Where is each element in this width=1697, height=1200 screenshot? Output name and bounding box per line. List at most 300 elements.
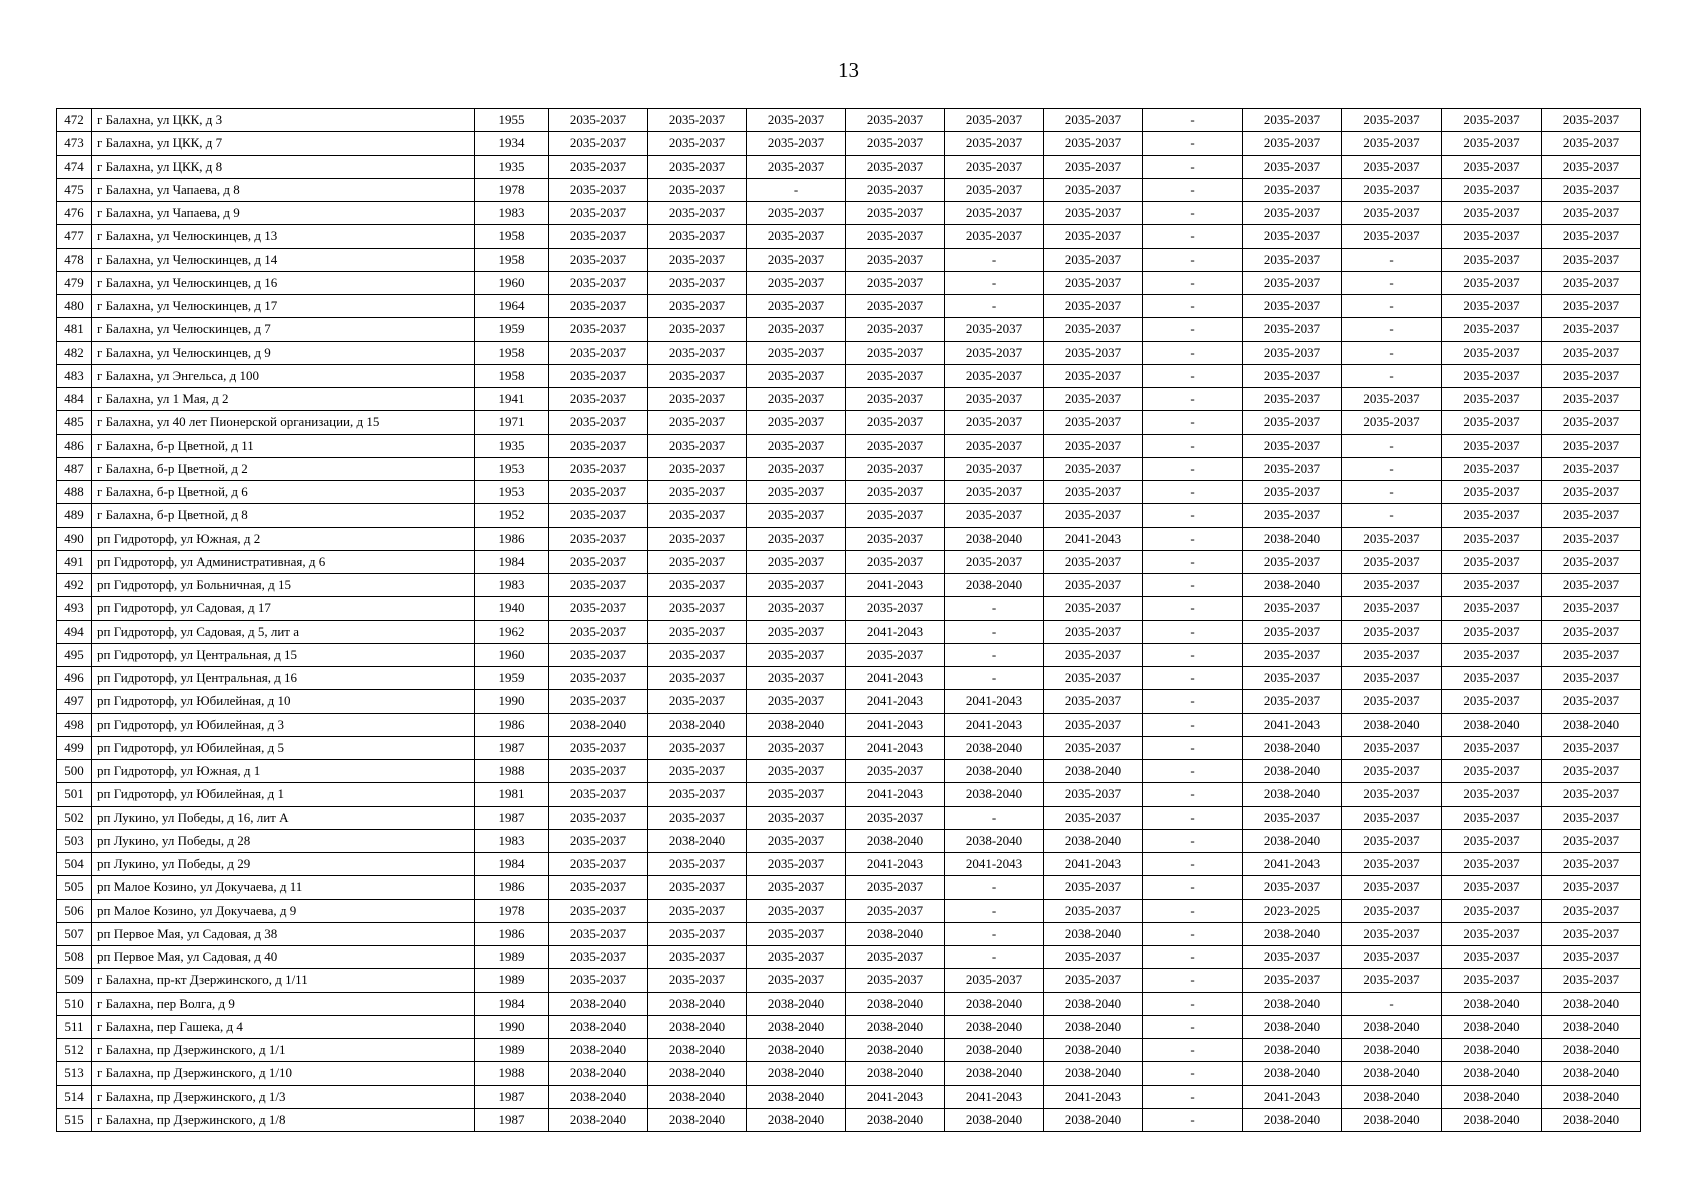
work-1-cell: 2035-2037 [549,899,648,922]
work-7-cell: - [1143,411,1243,434]
work-8-cell: 2035-2037 [1243,969,1342,992]
work-11-cell: 2035-2037 [1542,946,1641,969]
work-5-cell: 2041-2043 [945,690,1044,713]
table-row [57,853,1641,876]
work-9-cell: 2035-2037 [1342,109,1442,132]
work-3-cell: 2035-2037 [747,736,846,759]
work-10-cell: 2038-2040 [1442,1085,1542,1108]
address-cell: рп Гидроторф, ул Юбилейная, д 5 [92,736,475,759]
table-row [57,341,1641,364]
work-2-cell: 2035-2037 [648,295,747,318]
work-7-cell: - [1143,457,1243,480]
work-6-cell: 2035-2037 [1044,341,1143,364]
work-11-cell: 2035-2037 [1542,225,1641,248]
year-cell: 1986 [475,922,549,945]
table-row [57,829,1641,852]
work-4-cell: 2035-2037 [846,899,945,922]
table-row [57,992,1641,1015]
work-8-cell: 2038-2040 [1243,1015,1342,1038]
work-9-cell: 2035-2037 [1342,876,1442,899]
work-11-cell: 2035-2037 [1542,667,1641,690]
work-11-cell: 2035-2037 [1542,829,1641,852]
work-10-cell: 2035-2037 [1442,434,1542,457]
work-10-cell: 2035-2037 [1442,178,1542,201]
work-2-cell: 2035-2037 [648,597,747,620]
work-3-cell: 2035-2037 [747,527,846,550]
work-3-cell: 2038-2040 [747,1062,846,1085]
work-6-cell: 2035-2037 [1044,736,1143,759]
address-cell: г Балахна, ул ЦКК, д 3 [92,109,475,132]
work-2-cell: 2035-2037 [648,643,747,666]
table-row [57,667,1641,690]
work-1-cell: 2035-2037 [549,527,648,550]
work-11-cell: 2035-2037 [1542,922,1641,945]
work-8-cell: 2035-2037 [1243,504,1342,527]
work-9-cell: 2035-2037 [1342,783,1442,806]
work-6-cell: 2038-2040 [1044,922,1143,945]
work-1-cell: 2035-2037 [549,271,648,294]
work-9-cell: 2035-2037 [1342,597,1442,620]
year-cell: 1958 [475,341,549,364]
work-11-cell: 2035-2037 [1542,876,1641,899]
table-row [57,1015,1641,1038]
work-5-cell: 2038-2040 [945,1108,1044,1131]
year-cell: 1983 [475,202,549,225]
work-2-cell: 2035-2037 [648,899,747,922]
work-4-cell: 2035-2037 [846,760,945,783]
work-3-cell: 2035-2037 [747,457,846,480]
work-5-cell: 2035-2037 [945,132,1044,155]
work-5-cell: - [945,271,1044,294]
work-3-cell: - [747,178,846,201]
row-number-cell: 512 [57,1039,92,1062]
address-cell: г Балахна, ул ЦКК, д 8 [92,155,475,178]
work-2-cell: 2035-2037 [648,806,747,829]
row-number-cell: 481 [57,318,92,341]
work-4-cell: 2038-2040 [846,922,945,945]
work-9-cell: 2038-2040 [1342,1108,1442,1131]
work-8-cell: 2035-2037 [1243,318,1342,341]
work-10-cell: 2035-2037 [1442,829,1542,852]
work-2-cell: 2035-2037 [648,876,747,899]
work-2-cell: 2035-2037 [648,481,747,504]
work-6-cell: 2035-2037 [1044,620,1143,643]
work-11-cell: 2035-2037 [1542,760,1641,783]
work-7-cell: - [1143,620,1243,643]
address-cell: г Балахна, ул ЦКК, д 7 [92,132,475,155]
table-row [57,155,1641,178]
work-8-cell: 2041-2043 [1243,713,1342,736]
work-1-cell: 2038-2040 [549,1015,648,1038]
row-number-cell: 505 [57,876,92,899]
work-6-cell: 2035-2037 [1044,969,1143,992]
table-row [57,1062,1641,1085]
work-9-cell: 2035-2037 [1342,132,1442,155]
work-10-cell: 2035-2037 [1442,457,1542,480]
work-2-cell: 2035-2037 [648,434,747,457]
work-9-cell: 2035-2037 [1342,969,1442,992]
row-number-cell: 511 [57,1015,92,1038]
work-10-cell: 2035-2037 [1442,295,1542,318]
work-1-cell: 2035-2037 [549,922,648,945]
table-row [57,783,1641,806]
work-4-cell: 2035-2037 [846,504,945,527]
work-7-cell: - [1143,388,1243,411]
work-11-cell: 2035-2037 [1542,969,1641,992]
work-6-cell: 2035-2037 [1044,876,1143,899]
table-row [57,132,1641,155]
table-row [57,504,1641,527]
work-6-cell: 2038-2040 [1044,760,1143,783]
work-3-cell: 2035-2037 [747,760,846,783]
year-cell: 1964 [475,295,549,318]
work-2-cell: 2035-2037 [648,388,747,411]
work-7-cell: - [1143,1015,1243,1038]
address-cell: г Балахна, ул 40 лет Пионерской организации, д 15 [92,411,475,434]
work-9-cell: - [1342,295,1442,318]
year-cell: 1960 [475,271,549,294]
work-1-cell: 2035-2037 [549,597,648,620]
work-9-cell: 2035-2037 [1342,853,1442,876]
work-6-cell: 2035-2037 [1044,178,1143,201]
work-3-cell: 2035-2037 [747,643,846,666]
work-8-cell: 2038-2040 [1243,760,1342,783]
row-number-cell: 509 [57,969,92,992]
work-6-cell: 2038-2040 [1044,1015,1143,1038]
address-cell: г Балахна, ул Челюскинцев, д 9 [92,341,475,364]
work-8-cell: 2041-2043 [1243,1085,1342,1108]
row-number-cell: 472 [57,109,92,132]
work-11-cell: 2035-2037 [1542,271,1641,294]
work-4-cell: 2035-2037 [846,388,945,411]
table-row [57,946,1641,969]
work-2-cell: 2035-2037 [648,527,747,550]
work-6-cell: 2035-2037 [1044,806,1143,829]
work-2-cell: 2035-2037 [648,109,747,132]
address-cell: рп Малое Козино, ул Докучаева, д 9 [92,899,475,922]
table-row [57,736,1641,759]
work-5-cell: 2038-2040 [945,527,1044,550]
year-cell: 1987 [475,806,549,829]
table-row [57,1085,1641,1108]
work-1-cell: 2038-2040 [549,1039,648,1062]
work-3-cell: 2035-2037 [747,225,846,248]
work-4-cell: 2035-2037 [846,597,945,620]
work-1-cell: 2035-2037 [549,574,648,597]
table-row [57,1108,1641,1131]
address-cell: г Балахна, ул Чапаева, д 8 [92,178,475,201]
work-2-cell: 2035-2037 [648,783,747,806]
work-7-cell: - [1143,1039,1243,1062]
work-11-cell: 2035-2037 [1542,736,1641,759]
work-3-cell: 2035-2037 [747,295,846,318]
row-number-cell: 506 [57,899,92,922]
work-1-cell: 2038-2040 [549,713,648,736]
work-6-cell: 2035-2037 [1044,271,1143,294]
table-row [57,876,1641,899]
work-11-cell: 2038-2040 [1542,1108,1641,1131]
address-cell: г Балахна, пр Дзержинского, д 1/3 [92,1085,475,1108]
work-9-cell: - [1342,457,1442,480]
work-9-cell: 2038-2040 [1342,1015,1442,1038]
row-number-cell: 514 [57,1085,92,1108]
work-1-cell: 2035-2037 [549,736,648,759]
table-row [57,248,1641,271]
work-10-cell: 2035-2037 [1442,597,1542,620]
work-9-cell: - [1342,504,1442,527]
work-4-cell: 2041-2043 [846,783,945,806]
work-9-cell: 2035-2037 [1342,690,1442,713]
row-number-cell: 515 [57,1108,92,1131]
work-1-cell: 2035-2037 [549,132,648,155]
page-number: 13 [838,58,859,82]
work-7-cell: - [1143,295,1243,318]
work-5-cell: 2041-2043 [945,853,1044,876]
work-2-cell: 2035-2037 [648,457,747,480]
row-number-cell: 475 [57,178,92,201]
row-number-cell: 494 [57,620,92,643]
work-4-cell: 2041-2043 [846,620,945,643]
work-4-cell: 2035-2037 [846,132,945,155]
work-8-cell: 2035-2037 [1243,155,1342,178]
work-1-cell: 2035-2037 [549,341,648,364]
work-11-cell: 2035-2037 [1542,248,1641,271]
work-5-cell: 2035-2037 [945,481,1044,504]
work-10-cell: 2035-2037 [1442,899,1542,922]
year-cell: 1971 [475,411,549,434]
work-4-cell: 2038-2040 [846,1062,945,1085]
work-5-cell: 2035-2037 [945,318,1044,341]
work-6-cell: 2035-2037 [1044,411,1143,434]
year-cell: 1959 [475,667,549,690]
work-8-cell: 2038-2040 [1243,736,1342,759]
work-3-cell: 2035-2037 [747,550,846,573]
work-9-cell: 2035-2037 [1342,922,1442,945]
address-cell: г Балахна, пер Гашека, д 4 [92,1015,475,1038]
table-row [57,434,1641,457]
work-7-cell: - [1143,527,1243,550]
work-1-cell: 2035-2037 [549,457,648,480]
work-10-cell: 2035-2037 [1442,574,1542,597]
table-row [57,597,1641,620]
work-1-cell: 2035-2037 [549,806,648,829]
work-2-cell: 2035-2037 [648,155,747,178]
work-6-cell: 2035-2037 [1044,481,1143,504]
work-5-cell: - [945,643,1044,666]
work-5-cell: 2035-2037 [945,155,1044,178]
work-5-cell: 2035-2037 [945,364,1044,387]
work-3-cell: 2035-2037 [747,620,846,643]
work-9-cell: 2035-2037 [1342,550,1442,573]
table-row [57,364,1641,387]
work-3-cell: 2035-2037 [747,783,846,806]
work-11-cell: 2038-2040 [1542,1085,1641,1108]
work-7-cell: - [1143,550,1243,573]
work-6-cell: 2035-2037 [1044,109,1143,132]
work-5-cell: 2038-2040 [945,736,1044,759]
work-11-cell: 2035-2037 [1542,364,1641,387]
work-3-cell: 2038-2040 [747,713,846,736]
work-10-cell: 2035-2037 [1442,225,1542,248]
work-9-cell: 2038-2040 [1342,713,1442,736]
row-number-cell: 483 [57,364,92,387]
work-5-cell: - [945,248,1044,271]
table-row [57,969,1641,992]
work-3-cell: 2035-2037 [747,876,846,899]
work-2-cell: 2038-2040 [648,1108,747,1131]
work-8-cell: 2035-2037 [1243,248,1342,271]
work-6-cell: 2038-2040 [1044,1108,1143,1131]
work-7-cell: - [1143,202,1243,225]
work-2-cell: 2038-2040 [648,992,747,1015]
work-4-cell: 2035-2037 [846,527,945,550]
work-9-cell: 2035-2037 [1342,574,1442,597]
work-10-cell: 2035-2037 [1442,643,1542,666]
year-cell: 1958 [475,364,549,387]
schedule-table [56,108,1641,1132]
row-number-cell: 482 [57,341,92,364]
work-11-cell: 2035-2037 [1542,155,1641,178]
year-cell: 1986 [475,876,549,899]
work-7-cell: - [1143,225,1243,248]
work-4-cell: 2035-2037 [846,225,945,248]
work-6-cell: 2041-2043 [1044,527,1143,550]
year-cell: 1955 [475,109,549,132]
work-10-cell: 2035-2037 [1442,202,1542,225]
work-10-cell: 2035-2037 [1442,341,1542,364]
table-row [57,713,1641,736]
work-3-cell: 2035-2037 [747,504,846,527]
work-6-cell: 2035-2037 [1044,597,1143,620]
work-9-cell: - [1342,341,1442,364]
row-number-cell: 478 [57,248,92,271]
work-4-cell: 2035-2037 [846,202,945,225]
year-cell: 1984 [475,550,549,573]
work-5-cell: 2041-2043 [945,1085,1044,1108]
address-cell: г Балахна, пер Волга, д 9 [92,992,475,1015]
work-8-cell: 2035-2037 [1243,457,1342,480]
work-9-cell: 2035-2037 [1342,225,1442,248]
year-cell: 1953 [475,481,549,504]
work-3-cell: 2038-2040 [747,1108,846,1131]
work-6-cell: 2035-2037 [1044,783,1143,806]
row-number-cell: 488 [57,481,92,504]
work-9-cell: - [1342,318,1442,341]
row-number-cell: 491 [57,550,92,573]
work-9-cell: 2038-2040 [1342,1039,1442,1062]
work-8-cell: 2035-2037 [1243,550,1342,573]
work-10-cell: 2035-2037 [1442,853,1542,876]
work-5-cell: 2038-2040 [945,783,1044,806]
work-2-cell: 2035-2037 [648,620,747,643]
work-11-cell: 2035-2037 [1542,550,1641,573]
work-11-cell: 2035-2037 [1542,178,1641,201]
year-cell: 1990 [475,1015,549,1038]
work-1-cell: 2035-2037 [549,411,648,434]
row-number-cell: 496 [57,667,92,690]
work-6-cell: 2035-2037 [1044,225,1143,248]
work-3-cell: 2035-2037 [747,202,846,225]
work-8-cell: 2038-2040 [1243,829,1342,852]
work-2-cell: 2035-2037 [648,248,747,271]
work-6-cell: 2038-2040 [1044,829,1143,852]
work-6-cell: 2035-2037 [1044,899,1143,922]
work-4-cell: 2041-2043 [846,1085,945,1108]
work-5-cell: - [945,597,1044,620]
work-3-cell: 2035-2037 [747,922,846,945]
row-number-cell: 484 [57,388,92,411]
work-1-cell: 2038-2040 [549,1108,648,1131]
work-1-cell: 2038-2040 [549,992,648,1015]
work-10-cell: 2035-2037 [1442,504,1542,527]
work-8-cell: 2038-2040 [1243,527,1342,550]
row-number-cell: 487 [57,457,92,480]
row-number-cell: 502 [57,806,92,829]
table-row [57,690,1641,713]
row-number-cell: 500 [57,760,92,783]
work-6-cell: 2035-2037 [1044,132,1143,155]
work-5-cell: 2038-2040 [945,1039,1044,1062]
work-6-cell: 2035-2037 [1044,946,1143,969]
work-2-cell: 2035-2037 [648,178,747,201]
work-7-cell: - [1143,946,1243,969]
address-cell: г Балахна, ул Чапаева, д 9 [92,202,475,225]
work-6-cell: 2035-2037 [1044,643,1143,666]
work-5-cell: - [945,295,1044,318]
address-cell: рп Гидроторф, ул Южная, д 2 [92,527,475,550]
year-cell: 1934 [475,132,549,155]
work-6-cell: 2035-2037 [1044,155,1143,178]
row-number-cell: 474 [57,155,92,178]
work-10-cell: 2035-2037 [1442,271,1542,294]
work-4-cell: 2035-2037 [846,271,945,294]
address-cell: рп Лукино, ул Победы, д 28 [92,829,475,852]
work-6-cell: 2035-2037 [1044,248,1143,271]
work-11-cell: 2038-2040 [1542,713,1641,736]
work-3-cell: 2038-2040 [747,1085,846,1108]
work-11-cell: 2035-2037 [1542,783,1641,806]
year-cell: 1988 [475,1062,549,1085]
work-9-cell: 2035-2037 [1342,946,1442,969]
year-cell: 1958 [475,225,549,248]
work-7-cell: - [1143,667,1243,690]
row-number-cell: 499 [57,736,92,759]
table-row [57,295,1641,318]
work-4-cell: 2035-2037 [846,434,945,457]
table-row [57,318,1641,341]
work-7-cell: - [1143,783,1243,806]
address-cell: рп Гидроторф, ул Больничная, д 15 [92,574,475,597]
work-6-cell: 2035-2037 [1044,388,1143,411]
table-row [57,620,1641,643]
work-10-cell: 2038-2040 [1442,1062,1542,1085]
year-cell: 1953 [475,457,549,480]
table-row [57,411,1641,434]
work-3-cell: 2035-2037 [747,806,846,829]
work-3-cell: 2038-2040 [747,1015,846,1038]
year-cell: 1986 [475,713,549,736]
work-5-cell: 2038-2040 [945,829,1044,852]
work-6-cell: 2041-2043 [1044,853,1143,876]
table-row [57,550,1641,573]
work-3-cell: 2038-2040 [747,1039,846,1062]
table-row [57,457,1641,480]
work-5-cell: 2035-2037 [945,411,1044,434]
work-5-cell: 2035-2037 [945,550,1044,573]
work-6-cell: 2038-2040 [1044,1062,1143,1085]
work-7-cell: - [1143,736,1243,759]
work-5-cell: 2035-2037 [945,434,1044,457]
